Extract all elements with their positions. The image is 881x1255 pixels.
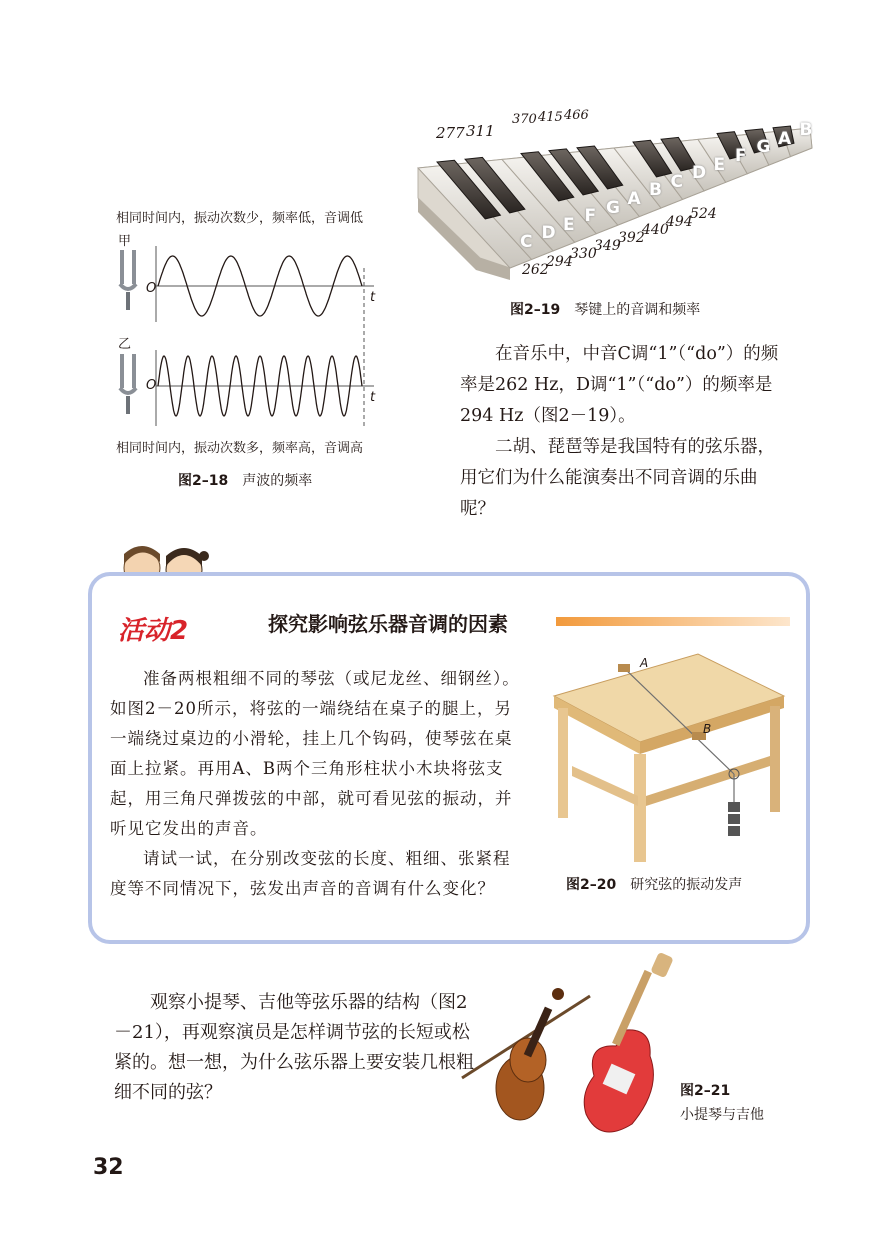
fig18-axis-t1: t: [370, 290, 376, 305]
activity-tag: 活动2: [118, 616, 189, 646]
tuning-fork-icon: [120, 354, 136, 414]
bottom-freq-label: 440: [642, 222, 669, 238]
key-letter: C: [670, 171, 683, 192]
fig18-label-yi: 乙: [118, 337, 132, 352]
fig18-axis-o1: O: [146, 281, 157, 296]
fig20-caption-num: 图2–20: [566, 877, 617, 893]
key-letter: B: [799, 120, 813, 141]
fig19-caption: [510, 299, 700, 319]
bottom-paragraph-text: 观察小提琴、吉他等弦乐器的结构（图2－21），再观察演员是怎样调节弦的长短或松紧的。想一想，为什么弦乐器上要安装几根粗细不同的弦？: [114, 992, 474, 1103]
page-number: 32: [93, 1155, 124, 1180]
key-letter: F: [584, 206, 597, 227]
fig21-caption-text: 小提琴与吉他: [680, 1107, 764, 1123]
bottom-freq-label: 392: [618, 230, 645, 246]
activity-title-bar: [556, 617, 790, 626]
top-freq-label: 277: [436, 124, 465, 142]
top-freq-label: 370: [512, 112, 537, 127]
fig21-instruments-illustration: [456, 948, 688, 1138]
key-letter: G: [606, 197, 620, 218]
fig18-top-note: 相同时间内，振动次数少，频率低，音调低: [116, 211, 364, 226]
right-paragraph-2: 二胡、琵琶等是我国特有的弦乐器，用它们为什么能演奏出不同音调的乐曲呢？: [460, 437, 775, 519]
key-letter: E: [713, 154, 726, 175]
fig19-caption-num: 图2–19: [510, 302, 561, 318]
bottom-paragraph: [114, 988, 474, 1108]
bottom-freq-label: 349: [594, 238, 621, 254]
activity-paragraph-1: 准备两根粗细不同的琴弦（或尼龙丝、细钢丝）。如图2－20所示，将弦的一端绕结在桌子的腿上，另一端绕过桌边的小滑轮，挂上几个钩码，使琴弦在桌面上拉紧。再用A、B两个三角形柱状小木块将弦支起，用三角尺弹拨弦的中部，就可看见弦的振动，并听见它发出的声音。: [110, 669, 520, 838]
fig18-wave-diagram: [112, 238, 382, 438]
fig18-caption: [178, 470, 312, 490]
fig18-bottom-note: 相同时间内，振动次数多，频率高，音调高: [116, 441, 364, 456]
bottom-freq-label: 330: [570, 246, 597, 262]
fig19-caption-text: 琴键上的音调和频率: [574, 302, 701, 318]
key-letter: C: [520, 232, 533, 252]
fig18-label-jia: 甲: [118, 234, 132, 249]
fig18-caption-num: 图2–18: [178, 473, 229, 489]
right-paragraph-1: 在音乐中，中音C调“1”（“do”）的频率是262 Hz，D调“1”（“do”）的频率是294 Hz（图2－19）。: [460, 344, 779, 426]
top-freq-label: 311: [466, 122, 495, 140]
bottom-freq-label: 524: [690, 206, 717, 222]
key-letter: A: [627, 189, 641, 209]
key-letter: G: [756, 137, 771, 158]
key-letter: E: [563, 214, 575, 235]
fig20-caption-text: 研究弦的振动发声: [630, 877, 743, 893]
bottom-freq-label: 262: [522, 262, 549, 278]
key-letter: D: [692, 163, 707, 184]
activity-title: 探究影响弦乐器音调的因素: [268, 612, 508, 636]
fig20-label-a: A: [640, 656, 649, 670]
key-letter: A: [778, 128, 792, 149]
activity-paragraph-2: 请试一试，在分别改变弦的长度、粗细、张紧程度等不同情况下，弦发出声音的音调有什么变化？: [110, 849, 511, 898]
bottom-freq-label: 294: [546, 254, 573, 270]
fig18-axis-t2: t: [370, 390, 376, 405]
fig20-caption: [566, 874, 742, 894]
key-letter: B: [649, 180, 662, 201]
right-paragraphs: [460, 339, 790, 525]
tuning-fork-icon: [120, 250, 136, 310]
top-freq-label: 466: [564, 108, 589, 123]
activity-text: [110, 664, 526, 904]
fig20-table-illustration: [548, 646, 792, 866]
fig20-label-b: B: [703, 722, 712, 736]
fig18-axis-o2: O: [146, 378, 157, 393]
bottom-freq-label: 494: [666, 214, 693, 230]
key-letter: D: [541, 223, 556, 244]
fig18-caption-text: 声波的频率: [242, 473, 313, 489]
top-freq-label: 415: [538, 110, 563, 125]
key-letter: F: [735, 146, 747, 166]
fig21-caption-num: 图2–21: [680, 1083, 731, 1099]
